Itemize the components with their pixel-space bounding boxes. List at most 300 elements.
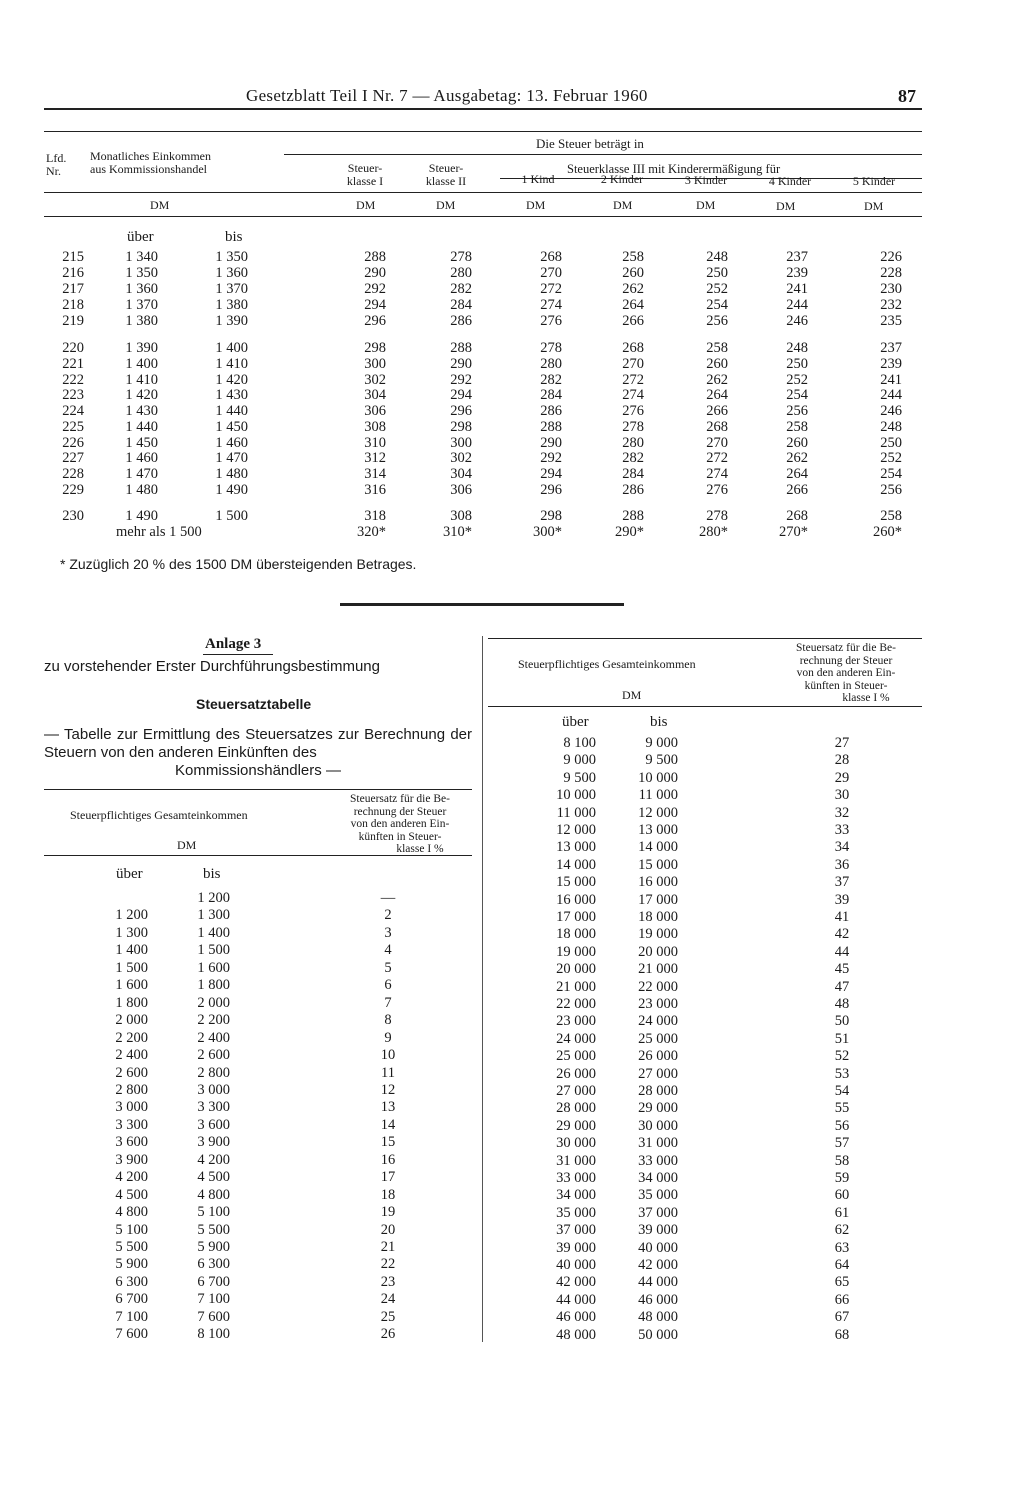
cell-ueber: 37 000 <box>556 1222 596 1239</box>
cell-lfd-nr: 229 <box>62 481 84 498</box>
cell-rate: 65 <box>834 1274 850 1291</box>
cell-rate: 67 <box>834 1309 850 1326</box>
cell-sk1: 296 <box>364 312 386 329</box>
col-header-sk3: Steuerklasse III mit Kinderermäßigung für <box>567 162 781 176</box>
cell-bis: 1 460 <box>215 434 248 451</box>
cell-kids-3: 262 <box>706 371 728 388</box>
cell-bis: 10 000 <box>638 769 678 786</box>
cell-kids-5: 232 <box>880 296 902 313</box>
cell-kids-4: 239 <box>786 264 808 281</box>
cell-kids-3: 256 <box>706 312 728 329</box>
cell-ueber: 28 000 <box>556 1100 596 1117</box>
table-row <box>0 822 1024 839</box>
cell-bis: 1 200 <box>197 890 230 906</box>
cell-rate: 66 <box>834 1291 850 1308</box>
cell-sk1: 292 <box>364 280 386 297</box>
cell-sk1: 304 <box>364 387 386 404</box>
cell-sk2: 282 <box>450 280 472 297</box>
cell-rate: 55 <box>834 1100 850 1117</box>
col-header-sk2-1: Steuer- <box>428 161 464 175</box>
cell-rate: — <box>380 890 396 906</box>
cell-bis: 7 100 <box>197 1291 230 1308</box>
unit-income: DM <box>150 198 170 212</box>
cell-ueber: 1 430 <box>125 403 158 419</box>
cell-kids-3: 272 <box>706 450 728 467</box>
anlage-subtitle: zu vorstehender Erster Durchführungsbestimmung <box>44 658 380 675</box>
cell-rate: 6 <box>384 977 392 994</box>
cell-ueber: 1 480 <box>125 481 158 498</box>
cell-ueber: 4 200 <box>115 1169 148 1186</box>
cell-rate: 2 <box>384 907 392 924</box>
cell-ueber: 17 000 <box>556 909 596 925</box>
cell-ueber: 1 400 <box>115 942 148 959</box>
col-header-kids-1: 1 Kind <box>521 172 555 186</box>
table-row <box>0 1240 1024 1257</box>
cell-kids-5: 260* <box>873 524 902 540</box>
cell-bis: 29 000 <box>638 1100 678 1117</box>
col-header-sk1-1: Steuer- <box>347 161 383 175</box>
col-header-kids-5: 5 Kinder <box>852 174 896 188</box>
col-header-income-2: aus Kommissionshandel <box>90 162 207 176</box>
cell-sk1: 300 <box>364 355 386 372</box>
cell-sk2: 298 <box>450 418 472 435</box>
cell-rate: 59 <box>834 1170 850 1186</box>
table-row <box>0 909 1024 926</box>
cell-rate: 50 <box>834 1013 850 1030</box>
cell-rate: 61 <box>834 1204 850 1221</box>
cell-sk2: 300 <box>450 434 472 451</box>
cell-ueber: 22 000 <box>556 996 596 1012</box>
table-row <box>0 735 1024 752</box>
table-row <box>0 996 1024 1013</box>
cell-kids-4: 248 <box>786 340 808 356</box>
cell-kids-3: 280* <box>699 524 728 540</box>
cell-rate: 51 <box>834 1030 850 1047</box>
cell-rate: 15 <box>380 1134 396 1151</box>
table-row <box>0 1309 1024 1326</box>
cell-bis: 42 000 <box>638 1257 678 1273</box>
cell-kids-1: 280 <box>540 355 562 372</box>
cell-bis: 1 500 <box>215 508 248 524</box>
cell-rate: 44 <box>834 943 850 960</box>
cell-sk2: 308 <box>450 508 472 524</box>
cell-ueber: 1 300 <box>115 924 148 941</box>
cell-kids-1: 276 <box>540 312 562 329</box>
unit-kids-3: DM <box>696 198 716 212</box>
running-head: Gesetzblatt Teil I Nr. 7 — Ausgabetag: 13. Februar 1960 <box>246 86 648 105</box>
cell-ueber: 2 800 <box>115 1081 148 1098</box>
cell-bis: 14 000 <box>638 839 678 856</box>
cell-rate: 5 <box>384 959 392 976</box>
table-row <box>0 770 1024 787</box>
unit-kids-2: DM <box>613 198 633 212</box>
cell-bis: 2 600 <box>197 1047 230 1064</box>
cell-bis: 1 360 <box>215 264 248 281</box>
cell-ueber: 10 000 <box>556 787 596 804</box>
cell-sk1: 290 <box>364 264 386 281</box>
label-bis: bis <box>225 229 243 245</box>
cell-kids-4: 246 <box>786 312 808 329</box>
col-header-lfd: Lfd. <box>46 151 67 165</box>
cell-rate: 16 <box>380 1151 396 1168</box>
right-table-top-rule <box>488 638 922 639</box>
cell-kids-2: 258 <box>622 249 644 265</box>
cell-kids-2: 288 <box>622 508 644 524</box>
cell-rate: 36 <box>834 856 850 873</box>
cell-ueber: 1 380 <box>125 312 158 329</box>
cell-bis: 7 600 <box>197 1308 230 1325</box>
cell-ueber: 3 000 <box>115 1099 148 1116</box>
cell-sk2: 294 <box>450 387 472 404</box>
cell-rate: 41 <box>834 909 850 925</box>
cell-ueber: 1 390 <box>125 340 158 356</box>
left-label-ueber: über <box>116 866 143 882</box>
anlage-title: Anlage 3 <box>205 636 262 652</box>
cell-rate: 4 <box>384 942 392 959</box>
page-number: 87 <box>898 86 916 106</box>
table-row <box>0 944 1024 961</box>
table-row <box>0 1048 1024 1065</box>
cell-ueber: 39 000 <box>556 1239 596 1256</box>
cell-kids-4: 250 <box>786 355 808 372</box>
cell-kids-4: 264 <box>786 466 808 482</box>
unit-kids-5: DM <box>864 199 884 213</box>
table-row <box>0 1083 1024 1100</box>
cell-kids-3: 276 <box>706 481 728 498</box>
table-row <box>0 874 1024 891</box>
cell-kids-5: 252 <box>880 450 902 467</box>
cell-ueber: 5 500 <box>115 1239 148 1255</box>
cell-bis: 31 000 <box>638 1135 678 1152</box>
cell-ueber: 1 340 <box>125 249 158 265</box>
cell-bis: 1 390 <box>215 312 248 329</box>
cell-bis: 4 200 <box>197 1151 230 1168</box>
right-rate-line-1: Steuersatz für die Be- <box>796 642 896 654</box>
table-row <box>0 1013 1024 1030</box>
cell-bis: 35 000 <box>638 1187 678 1204</box>
cell-lfd-nr: 221 <box>62 355 84 372</box>
cell-rate: 30 <box>834 787 850 804</box>
cell-kids-1: 286 <box>540 403 562 419</box>
col-header-sk2-2: klasse II <box>425 174 467 188</box>
cell-bis: 20 000 <box>638 943 678 960</box>
cell-rate: 42 <box>834 926 850 943</box>
cell-rate: 39 <box>834 891 850 908</box>
cell-kids-3: 266 <box>706 403 728 419</box>
cell-lfd-nr: 228 <box>62 466 84 482</box>
left-col-header-income: Steuerpflichtiges Gesamteinkommen <box>70 808 248 822</box>
cell-rate: 7 <box>384 994 392 1011</box>
table-row <box>0 340 1024 356</box>
cell-sk1: 316 <box>364 481 386 498</box>
cell-lfd-nr: 223 <box>62 387 84 404</box>
cell-kids-2: 274 <box>622 387 644 404</box>
cell-lfd-nr: 217 <box>62 280 84 297</box>
cell-bis: 17 000 <box>638 891 678 908</box>
table-row <box>0 1135 1024 1152</box>
cell-ueber: 19 000 <box>556 943 596 960</box>
cell-rate: 29 <box>834 769 850 786</box>
right-col-header-unit: DM <box>622 688 642 702</box>
cell-rate: 62 <box>834 1222 850 1239</box>
cell-kids-4: 262 <box>786 450 808 467</box>
cell-lfd-nr: 224 <box>62 403 84 419</box>
cell-kids-1: 284 <box>540 387 562 404</box>
cell-sk2: 286 <box>450 312 472 329</box>
cell-sk2: 306 <box>450 481 472 498</box>
cell-kids-3: 268 <box>706 418 728 435</box>
cell-sk1: 318 <box>364 508 386 524</box>
cell-rate: 10 <box>380 1047 396 1064</box>
cell-sk2: 284 <box>450 296 472 313</box>
cell-kids-3: 278 <box>706 508 728 524</box>
table-row <box>0 926 1024 943</box>
cell-lfd-nr: 227 <box>62 450 84 467</box>
cell-kids-2: 264 <box>622 296 644 313</box>
cell-bis: 2 000 <box>197 994 230 1011</box>
cell-bis: 34 000 <box>638 1170 678 1186</box>
cell-rate: 32 <box>834 804 850 821</box>
cell-ueber: 16 000 <box>556 891 596 908</box>
footnote: * Zuzüglich 20 % des 1500 DM übersteigenden Betrages. <box>60 556 417 572</box>
cell-ueber: 13 000 <box>556 839 596 856</box>
cell-kids-3: 258 <box>706 340 728 356</box>
cell-kids-1: 298 <box>540 508 562 524</box>
cell-bis: 1 350 <box>215 249 248 265</box>
cell-kids-2: 284 <box>622 466 644 482</box>
anlage-description-main: — Tabelle zur Ermittlung des Steuersatzes zur Berechnung der Steuern von den anderen Einkünften des <box>44 726 472 761</box>
table-row <box>0 1170 1024 1187</box>
cell-kids-5: 239 <box>880 355 902 372</box>
cell-kids-4: 270* <box>779 524 808 540</box>
left-rate-line-3: von den anderen Ein- <box>350 818 450 830</box>
cell-bis: 2 200 <box>197 1012 230 1029</box>
cell-rate: 24 <box>380 1291 396 1308</box>
cell-ueber: 4 500 <box>115 1186 148 1203</box>
table-row <box>0 403 1024 419</box>
cell-bis: 1 410 <box>215 355 248 372</box>
cell-kids-1: 268 <box>540 249 562 265</box>
header-bottom-rule <box>44 192 922 193</box>
cell-bis: 25 000 <box>638 1030 678 1047</box>
cell-kids-5: 256 <box>880 481 902 498</box>
cell-kids-5: 228 <box>880 264 902 281</box>
cell-bis: 2 400 <box>197 1029 230 1046</box>
cell-kids-1: 300* <box>533 524 562 540</box>
table-row <box>0 281 1024 297</box>
more-than-label: mehr als 1 500 <box>116 524 202 540</box>
cell-bis: 1 370 <box>215 280 248 297</box>
cell-lfd-nr: 230 <box>62 508 84 524</box>
cell-sk1: 288 <box>364 249 386 265</box>
cell-kids-4: 252 <box>786 371 808 388</box>
cell-bis: 6 700 <box>197 1273 230 1290</box>
cell-sk2: 310* <box>443 524 472 540</box>
cell-ueber: 9 000 <box>563 752 596 769</box>
cell-ueber: 6 300 <box>115 1273 148 1290</box>
cell-ueber: 25 000 <box>556 1048 596 1065</box>
col-header-sk1-2: klasse I <box>346 174 384 188</box>
cell-lfd-nr: 226 <box>62 434 84 451</box>
cell-ueber: 5 100 <box>115 1221 148 1238</box>
cell-ueber: 11 000 <box>556 804 596 821</box>
table-row <box>0 892 1024 909</box>
cell-rate: 68 <box>834 1326 850 1343</box>
cell-sk1: 294 <box>364 296 386 313</box>
cell-bis: 22 000 <box>638 978 678 995</box>
cell-bis: 3 600 <box>197 1116 230 1133</box>
cell-ueber: 8 100 <box>563 735 596 751</box>
table-row <box>0 1327 1024 1344</box>
cell-sk2: 304 <box>450 466 472 482</box>
table-row <box>0 419 1024 435</box>
table-row <box>0 372 1024 388</box>
left-rate-line-2: rechnung der Steuer <box>353 805 447 818</box>
cell-ueber: 2 400 <box>115 1047 148 1064</box>
cell-bis: 48 000 <box>638 1309 678 1326</box>
cell-kids-1: 290 <box>540 434 562 451</box>
cell-lfd-nr: 220 <box>62 340 84 356</box>
cell-kids-2: 286 <box>622 481 644 498</box>
cell-bis: 23 000 <box>638 996 678 1012</box>
table-row <box>0 508 1024 524</box>
table-row <box>0 857 1024 874</box>
col-header-income-1: Monatliches Einkommen <box>90 149 211 163</box>
table-row <box>0 450 1024 466</box>
table-row <box>0 1187 1024 1204</box>
cell-bis: 3 900 <box>197 1134 230 1151</box>
table-row <box>0 787 1024 804</box>
table-row <box>0 979 1024 996</box>
cell-rate: 11 <box>381 1064 395 1081</box>
cell-bis: 3 300 <box>197 1099 230 1116</box>
cell-ueber: 1 460 <box>125 450 158 467</box>
cell-lfd-nr: 216 <box>62 264 84 281</box>
cell-ueber: 29 000 <box>556 1117 596 1134</box>
cell-ueber: 18 000 <box>556 926 596 943</box>
cell-bis: 2 800 <box>197 1064 230 1081</box>
cell-kids-3: 264 <box>706 387 728 404</box>
cell-ueber: 44 000 <box>556 1291 596 1308</box>
cell-bis: 44 000 <box>638 1274 678 1291</box>
cell-bis: 12 000 <box>638 804 678 821</box>
cell-ueber: 34 000 <box>556 1187 596 1204</box>
cell-bis: 1 380 <box>215 296 248 313</box>
cell-bis: 30 000 <box>638 1117 678 1134</box>
cell-bis: 40 000 <box>638 1239 678 1256</box>
cell-kids-1: 274 <box>540 296 562 313</box>
table-row <box>0 1066 1024 1083</box>
table-row <box>0 482 1024 498</box>
cell-bis: 18 000 <box>638 909 678 925</box>
table-row-more-than <box>0 524 1024 540</box>
cell-sk1: 306 <box>364 403 386 419</box>
cell-rate: 17 <box>380 1169 396 1186</box>
cell-ueber: 4 800 <box>115 1204 148 1221</box>
super-header-rule <box>284 154 922 155</box>
cell-lfd-nr: 222 <box>62 371 84 388</box>
cell-bis: 37 000 <box>638 1204 678 1221</box>
cell-rate: 19 <box>380 1204 396 1221</box>
cell-rate: 37 <box>834 874 850 891</box>
right-col-header-rate <box>768 642 924 705</box>
table-row <box>0 1292 1024 1309</box>
cell-bis: 5 100 <box>197 1204 230 1221</box>
cell-kids-5: 254 <box>880 466 902 482</box>
cell-rate: 8 <box>384 1012 392 1029</box>
cell-rate: 3 <box>384 924 392 941</box>
cell-rate: 12 <box>380 1081 396 1098</box>
cell-ueber: 3 900 <box>115 1151 148 1168</box>
cell-kids-3: 252 <box>706 280 728 297</box>
cell-ueber: 1 490 <box>125 508 158 524</box>
cell-bis: 1 300 <box>197 907 230 924</box>
cell-ueber: 3 300 <box>115 1116 148 1133</box>
table-row <box>0 265 1024 281</box>
cell-kids-4: 237 <box>786 249 808 265</box>
cell-ueber: 46 000 <box>556 1309 596 1326</box>
cell-sk2: 292 <box>450 371 472 388</box>
cell-ueber: 1 600 <box>115 977 148 994</box>
cell-ueber: 1 440 <box>125 418 158 435</box>
cell-kids-3: 248 <box>706 249 728 265</box>
cell-kids-5: 250 <box>880 434 902 451</box>
cell-kids-2: 280 <box>622 434 644 451</box>
cell-bis: 1 420 <box>215 371 248 388</box>
cell-bis: 5 900 <box>197 1239 230 1255</box>
cell-ueber: 15 000 <box>556 874 596 891</box>
cell-bis: 3 000 <box>197 1081 230 1098</box>
cell-rate: 14 <box>380 1116 396 1133</box>
cell-lfd-nr: 219 <box>62 312 84 329</box>
cell-bis: 46 000 <box>638 1291 678 1308</box>
cell-rate: 54 <box>834 1083 850 1099</box>
cell-ueber: 12 000 <box>556 822 596 838</box>
cell-sk1: 312 <box>364 450 386 467</box>
cell-kids-3: 270 <box>706 434 728 451</box>
anlage-table-name: Steuersatztabelle <box>196 696 312 712</box>
cell-rate: 33 <box>834 822 850 838</box>
cell-ueber: 1 200 <box>115 907 148 924</box>
left-rate-line-1: Steuersatz für die Be- <box>350 793 450 805</box>
table-row <box>0 1031 1024 1048</box>
unit-sk2: DM <box>436 198 456 212</box>
table-row <box>0 1100 1024 1117</box>
cell-rate: 64 <box>834 1257 850 1273</box>
cell-bis: 27 000 <box>638 1065 678 1082</box>
table-row <box>0 249 1024 265</box>
cell-bis: 1 400 <box>215 340 248 356</box>
cell-kids-5: 235 <box>880 312 902 329</box>
cell-rate: 53 <box>834 1065 850 1082</box>
cell-ueber: 1 370 <box>125 296 158 313</box>
cell-kids-1: 272 <box>540 280 562 297</box>
right-rate-line-5: klasse I % <box>842 692 890 704</box>
cell-sk1: 320* <box>357 524 386 540</box>
cell-kids-2: 268 <box>622 340 644 356</box>
cell-kids-1: 296 <box>540 481 562 498</box>
cell-kids-1: 288 <box>540 418 562 435</box>
cell-bis: 1 600 <box>197 959 230 976</box>
cell-bis: 1 480 <box>215 466 248 482</box>
unit-kids-4: DM <box>776 199 796 213</box>
cell-sk2: 280 <box>450 264 472 281</box>
cell-kids-4: 268 <box>786 508 808 524</box>
right-label-bis: bis <box>650 714 668 730</box>
cell-ueber: 40 000 <box>556 1257 596 1273</box>
table-row <box>0 1153 1024 1170</box>
cell-ueber: 26 000 <box>556 1065 596 1082</box>
